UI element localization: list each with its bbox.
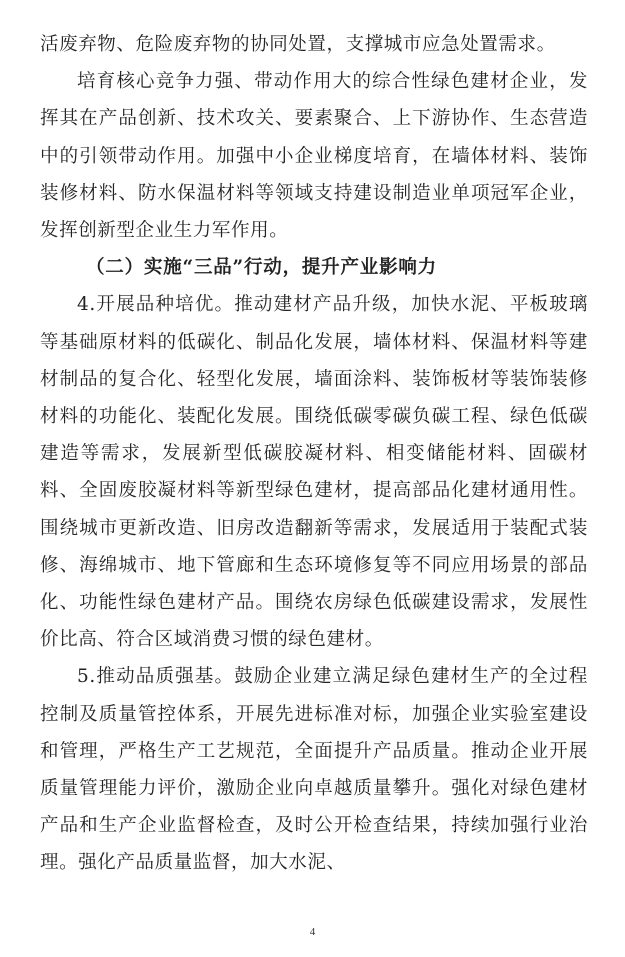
- quality-foundation-paragraph: 5.推动品质强基。鼓励企业建立满足绿色建材生产的全过程控制及质量管控体系，开展先进标准对标，加强企业实验室建设和管理，严格生产工艺规范，全面提升产品质量。推动企业开展质量管理能力评价，激励企业向卓越质量攀升。强化对绿色建材产品和生产企业监督检查，及时公开检查结果，持续加强行业治理。强化产品质量监督，加大水泥、: [40, 666, 588, 874]
- section-heading: （二）实施“三品”行动，提升产业影响力: [86, 257, 437, 279]
- enterprise-cultivation-paragraph: 培育核心竞争力强、带动作用大的综合性绿色建材企业，发挥其在产品创新、技术攻关、要素聚合、上下游协作、生态营造中的引领带动作用。加强中小企业梯度培育，在墙体材料、装饰装修材料、防水保温材料等领域支持建设制造业单项冠军企业，发挥创新型企业生力军作用。: [40, 71, 588, 242]
- page-number: 4: [309, 926, 316, 938]
- body-text: [40, 26, 588, 882]
- continuation-paragraph: 活废弃物、危险废弃物的协同处置，支撑城市应急处置需求。: [40, 34, 556, 55]
- variety-optimization-paragraph: 4.开展品种培优。推动建材产品升级，加快水泥、平板玻璃等基础原材料的低碳化、制品化发展，墙体材料、保温材料等建材制品的复合化、轻型化发展，墙面涂料、装饰板材等装饰装修材料的功能化、装配化发展。围绕低碳零碳负碳工程、绿色低碳建造等需求，发展新型低碳胶凝材料、相变储能材料、固碳材料、全固废胶凝材料等新型绿色建材，提高部品化建材通用性。围绕城市更新改造、旧房改造翻新等需求，发展适用于装配式装修、海绵城市、地下管廊和生态环境修复等不同应用场景的部品化、功能性绿色建材产品。围绕农房绿色低碳建设需求，发展性价比高、符合区域消费习惯的绿色建材。: [40, 294, 588, 651]
